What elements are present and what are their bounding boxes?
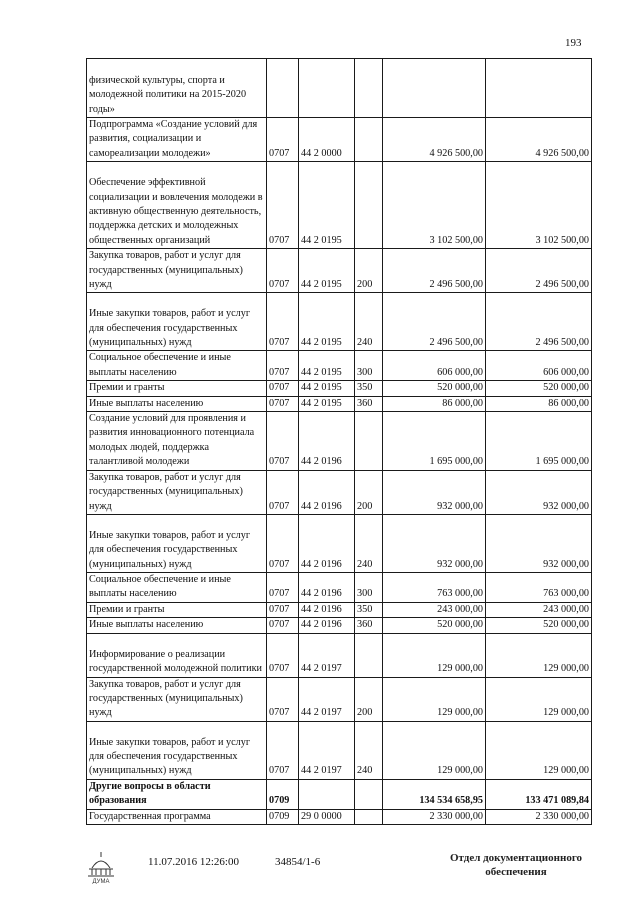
cell-expense-type: 200	[355, 470, 383, 514]
cell-amount-year2: 932 000,00	[486, 514, 592, 572]
table-row	[87, 721, 592, 779]
cell-amount-year1: 932 000,00	[383, 514, 486, 572]
table-row	[87, 118, 592, 162]
cell-name: Другие вопросы в области образования	[87, 779, 267, 809]
cell-section: 0707	[267, 162, 299, 249]
cell-section: 0709	[267, 779, 299, 809]
table-row	[87, 633, 592, 677]
cell-target-article	[299, 779, 355, 809]
cell-section: 0707	[267, 572, 299, 602]
cell-section: 0707	[267, 118, 299, 162]
cell-expense-type: 240	[355, 293, 383, 351]
cell-amount-year1: 134 534 658,95	[383, 779, 486, 809]
cell-expense-type	[355, 59, 383, 118]
cell-section: 0707	[267, 396, 299, 411]
cell-amount-year2: 4 926 500,00	[486, 118, 592, 162]
cell-name: Иные выплаты населению	[87, 396, 267, 411]
table-row	[87, 351, 592, 381]
cell-section	[267, 59, 299, 118]
cell-amount-year1: 243 000,00	[383, 602, 486, 617]
table-row	[87, 779, 592, 809]
cell-amount-year2: 129 000,00	[486, 633, 592, 677]
cell-target-article: 44 2 0195	[299, 162, 355, 249]
cell-amount-year2	[486, 59, 592, 118]
cell-amount-year2: 129 000,00	[486, 677, 592, 721]
page-number: 193	[565, 37, 582, 49]
cell-name: Премии и гранты	[87, 602, 267, 617]
cell-target-article: 44 2 0196	[299, 572, 355, 602]
cell-amount-year1: 606 000,00	[383, 351, 486, 381]
cell-amount-year1: 2 330 000,00	[383, 809, 486, 824]
cell-amount-year2: 2 496 500,00	[486, 249, 592, 293]
cell-target-article: 44 2 0197	[299, 633, 355, 677]
cell-expense-type: 360	[355, 396, 383, 411]
cell-name: Создание условий для проявления и развития инновационного потенциала молодых людей, поддержка талантливой молодежи	[87, 412, 267, 471]
cell-amount-year1: 932 000,00	[383, 470, 486, 514]
cell-name: Премии и гранты	[87, 381, 267, 396]
cell-target-article: 44 2 0195	[299, 293, 355, 351]
cell-amount-year1: 3 102 500,00	[383, 162, 486, 249]
cell-name: Иные выплаты населению	[87, 618, 267, 633]
table-row	[87, 396, 592, 411]
cell-section: 0707	[267, 381, 299, 396]
cell-section: 0707	[267, 249, 299, 293]
cell-amount-year1: 763 000,00	[383, 572, 486, 602]
cell-expense-type: 300	[355, 351, 383, 381]
cell-amount-year2: 243 000,00	[486, 602, 592, 617]
cell-target-article: 44 2 0000	[299, 118, 355, 162]
budget-table-body	[87, 59, 592, 825]
cell-amount-year1: 2 496 500,00	[383, 293, 486, 351]
cell-amount-year2: 763 000,00	[486, 572, 592, 602]
cell-section: 0707	[267, 514, 299, 572]
cell-amount-year1: 129 000,00	[383, 677, 486, 721]
table-row	[87, 809, 592, 824]
cell-target-article: 44 2 0196	[299, 618, 355, 633]
cell-expense-type: 200	[355, 677, 383, 721]
cell-name: Информирование о реализации государственной молодежной политики	[87, 633, 267, 677]
cell-name: Иные закупки товаров, работ и услуг для обеспечения государственных (муниципальных) нужд	[87, 721, 267, 779]
table-row	[87, 514, 592, 572]
table-row	[87, 470, 592, 514]
table-row	[87, 572, 592, 602]
cell-name: Социальное обеспечение и иные выплаты населению	[87, 351, 267, 381]
cell-name: Обеспечение эффективной социализации и вовлечения молодежи в активную общественную деятельность, поддержка детских и молодежных общественных организаций	[87, 162, 267, 249]
cell-section: 0707	[267, 618, 299, 633]
table-row	[87, 293, 592, 351]
cell-section: 0707	[267, 677, 299, 721]
cell-section: 0707	[267, 470, 299, 514]
logo-text: ДУМА	[92, 879, 110, 884]
cell-name: Государственная программа	[87, 809, 267, 824]
footer-stamp-line1: Отдел документационного	[449, 852, 583, 864]
cell-name: Иные закупки товаров, работ и услуг для обеспечения государственных (муниципальных) нужд	[87, 514, 267, 572]
cell-amount-year2: 2 330 000,00	[486, 809, 592, 824]
footer-date: 11.07.2016 12:26:00	[148, 856, 239, 868]
cell-expense-type	[355, 162, 383, 249]
cell-section: 0707	[267, 293, 299, 351]
cell-expense-type	[355, 779, 383, 809]
cell-amount-year2: 3 102 500,00	[486, 162, 592, 249]
cell-expense-type	[355, 412, 383, 471]
cell-section: 0707	[267, 602, 299, 617]
cell-expense-type: 300	[355, 572, 383, 602]
duma-logo	[84, 848, 118, 884]
cell-name: физической культуры, спорта и молодежной политики на 2015-2020 годы»	[87, 59, 267, 118]
cell-target-article: 44 2 0195	[299, 396, 355, 411]
cell-amount-year2: 520 000,00	[486, 618, 592, 633]
cell-amount-year1: 520 000,00	[383, 618, 486, 633]
cell-amount-year2: 133 471 089,84	[486, 779, 592, 809]
cell-expense-type: 360	[355, 618, 383, 633]
cell-amount-year2: 86 000,00	[486, 396, 592, 411]
table-row	[87, 412, 592, 471]
cell-amount-year1: 1 695 000,00	[383, 412, 486, 471]
cell-amount-year1: 129 000,00	[383, 721, 486, 779]
cell-name: Закупка товаров, работ и услуг для государственных (муниципальных) нужд	[87, 677, 267, 721]
cell-name: Закупка товаров, работ и услуг для государственных (муниципальных) нужд	[87, 249, 267, 293]
cell-amount-year2: 520 000,00	[486, 381, 592, 396]
cell-amount-year1	[383, 59, 486, 118]
cell-section: 0707	[267, 412, 299, 471]
cell-section: 0707	[267, 721, 299, 779]
cell-expense-type	[355, 633, 383, 677]
cell-amount-year2: 1 695 000,00	[486, 412, 592, 471]
cell-expense-type: 240	[355, 514, 383, 572]
table-row	[87, 381, 592, 396]
cell-expense-type: 240	[355, 721, 383, 779]
cell-amount-year1: 129 000,00	[383, 633, 486, 677]
cell-section: 0707	[267, 633, 299, 677]
cell-target-article: 44 2 0197	[299, 721, 355, 779]
table-row	[87, 602, 592, 617]
footer-stamp	[436, 851, 596, 879]
cell-amount-year1: 86 000,00	[383, 396, 486, 411]
cell-amount-year2: 932 000,00	[486, 470, 592, 514]
cell-expense-type	[355, 118, 383, 162]
cell-amount-year2: 129 000,00	[486, 721, 592, 779]
cell-expense-type: 200	[355, 249, 383, 293]
cell-amount-year1: 520 000,00	[383, 381, 486, 396]
cell-name: Подпрограмма «Создание условий для развития, социализации и самореализации молодежи»	[87, 118, 267, 162]
cell-amount-year1: 2 496 500,00	[383, 249, 486, 293]
cell-expense-type: 350	[355, 602, 383, 617]
table-row	[87, 677, 592, 721]
budget-table	[86, 58, 592, 825]
cell-section: 0709	[267, 809, 299, 824]
cell-target-article: 44 2 0196	[299, 412, 355, 471]
cell-target-article: 44 2 0195	[299, 249, 355, 293]
cell-expense-type	[355, 809, 383, 824]
cell-section: 0707	[267, 351, 299, 381]
cell-target-article: 44 2 0196	[299, 602, 355, 617]
table-row	[87, 162, 592, 249]
cell-target-article: 44 2 0195	[299, 351, 355, 381]
cell-target-article: 44 2 0197	[299, 677, 355, 721]
cell-target-article: 29 0 0000	[299, 809, 355, 824]
cell-name: Иные закупки товаров, работ и услуг для обеспечения государственных (муниципальных) нужд	[87, 293, 267, 351]
cell-name: Закупка товаров, работ и услуг для государственных (муниципальных) нужд	[87, 470, 267, 514]
footer-stamp-line2: обеспечения	[485, 866, 547, 878]
footer-doc-number: 34854/1-6	[275, 856, 321, 868]
table-row	[87, 59, 592, 118]
cell-target-article: 44 2 0196	[299, 470, 355, 514]
table-row	[87, 618, 592, 633]
cell-amount-year2: 2 496 500,00	[486, 293, 592, 351]
cell-amount-year2: 606 000,00	[486, 351, 592, 381]
cell-amount-year1: 4 926 500,00	[383, 118, 486, 162]
cell-name: Социальное обеспечение и иные выплаты населению	[87, 572, 267, 602]
cell-target-article: 44 2 0196	[299, 514, 355, 572]
cell-expense-type: 350	[355, 381, 383, 396]
cell-target-article: 44 2 0195	[299, 381, 355, 396]
table-row	[87, 249, 592, 293]
cell-target-article	[299, 59, 355, 118]
